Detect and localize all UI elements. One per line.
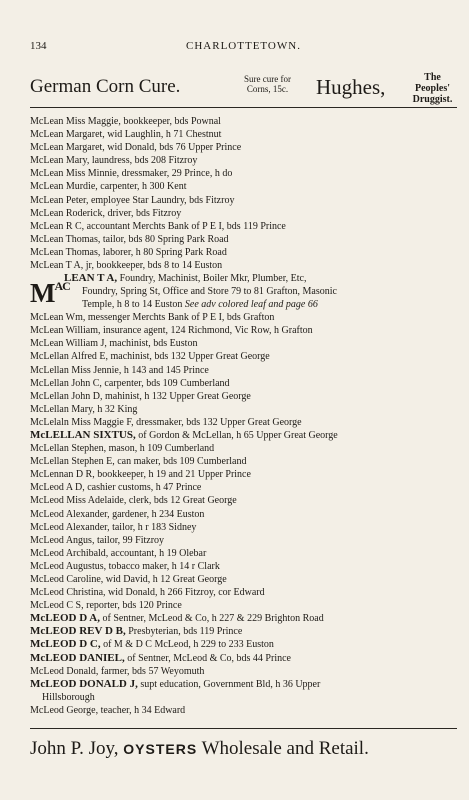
list-item: McLean Wm, messenger Merchts Bank of P E I, bds Grafton <box>30 312 275 324</box>
entry-mclellan-sixtus <box>30 429 461 442</box>
list-item: McLean Mary, laundress, bds 208 Fitzroy <box>30 155 198 167</box>
entry-detail: of Sentner, McLeod & Co, bds 44 Prince <box>127 652 291 664</box>
ad-joy-name: John P. Joy, <box>30 738 119 759</box>
top-rule <box>30 107 457 108</box>
running-title: CHARLOTTETOWN. <box>186 40 301 52</box>
list-item-bold <box>30 625 461 638</box>
feature-line3-italic: See adv colored leaf and page 66 <box>184 299 318 311</box>
entry-name: McLEOD D C, <box>30 638 101 651</box>
entry-donald-farmer: McLeod Donald, farmer, bds 57 Weyomuth <box>30 665 205 677</box>
ad-corn-cure: German Corn Cure. <box>30 76 181 97</box>
list-item: McLellan Stephen E, can maker, bds 109 Cumberland <box>30 456 247 468</box>
feature-name: LEAN T A, <box>64 272 118 285</box>
ad-corn-price-line1: Sure cure for <box>244 74 291 84</box>
list-item: McLean Peter, employee Star Laundry, bds Fitzroy <box>30 194 235 206</box>
list-item: McLeod Angus, tailor, 99 Fitzroy <box>30 534 165 546</box>
list-item-bold <box>30 652 461 665</box>
entry-name: McLEOD D A, <box>30 612 100 625</box>
ad-oysters: OYSTERS <box>123 741 198 757</box>
feature-line2: Foundry, Spring St, Office and Store 79 to 81 Grafton, Masonic <box>82 286 337 298</box>
entry-detail: of M & D C McLeod, h 229 to 233 Euston <box>103 639 274 651</box>
list-item: McLean William J, machinist, bds Euston <box>30 338 198 350</box>
list-item: McLellan Stephen, mason, h 109 Cumberland <box>30 443 215 455</box>
list-item: McLean Margaret, wid Laughlin, h 71 Chestnut <box>30 129 222 141</box>
entry-list-mcleod <box>30 442 461 612</box>
ad-wholesale: Wholesale and Retail. <box>201 738 369 759</box>
drop-sup: AC <box>54 279 70 294</box>
list-item: McLeod C S, reporter, bds 120 Prince <box>30 600 182 612</box>
top-advertisement <box>30 70 457 105</box>
ad-druggist-line2: Druggist. <box>412 94 453 105</box>
page-header <box>30 40 457 54</box>
list-item: McLeod A D, cashier customs, h 47 Prince <box>30 482 202 494</box>
drop-prefix: M <box>30 278 55 309</box>
list-item: McLeod Christina, wid Donald, h 266 Fitzroy, cor Edward <box>30 587 265 599</box>
sixtus-name: McLELLAN SIXTUS, <box>30 428 136 441</box>
list-item: McLeod Alexander, tailor, h r 183 Sidney <box>30 521 197 533</box>
ad-druggist-line1: The Peoples' <box>415 72 450 94</box>
list-item: McLellan John D, mahinist, h 132 Upper Great George <box>30 390 251 402</box>
list-item: McLean Margaret, wid Donald, bds 76 Upper Prince <box>30 142 242 154</box>
list-item-bold <box>30 612 461 625</box>
entry-name: McLEOD DANIEL, <box>30 651 125 664</box>
feature-text <box>64 272 337 311</box>
page-number: 134 <box>30 40 47 52</box>
list-item: McLean Thomas, laborer, h 80 Spring Park Road <box>30 246 227 258</box>
list-item: McLean Thomas, tailor, bds 80 Spring Park Road <box>30 233 229 245</box>
ad-hughes: Hughes, <box>316 75 386 99</box>
feature-line3 <box>82 298 337 311</box>
ad-corn-price-line2: Corns, 15c. <box>246 84 289 94</box>
bottom-advertisement <box>30 738 457 768</box>
list-item: McLean R C, accountant Merchts Bank of P E I, bds 119 Prince <box>30 220 286 232</box>
list-item: McLean William, insurance agent, 124 Richmond, Vic Row, h Grafton <box>30 325 313 337</box>
entry-list-bold <box>30 612 461 664</box>
feature-line1 <box>64 272 337 285</box>
list-item: McLellan Alfred E, machinist, bds 132 Upper Great George <box>30 351 270 363</box>
ad-corn-price <box>244 74 291 94</box>
list-item: McLean Murdie, carpenter, h 300 Kent <box>30 181 187 193</box>
list-item: McLellan Mary, h 32 King <box>30 403 138 415</box>
directory-entries <box>30 115 461 717</box>
list-item: McLellan John C, carpenter, bds 109 Cumberland <box>30 377 230 389</box>
list-item: McLeod Alexander, gardener, h 234 Euston <box>30 508 205 520</box>
list-item: McLean Miss Minnie, dressmaker, 29 Prince, h do <box>30 168 233 180</box>
entry-george-teacher: McLeod George, teacher, h 34 Edward <box>30 704 186 716</box>
entry-list-mclean-2 <box>30 311 461 429</box>
entry-name: McLEOD REV D B, <box>30 625 126 638</box>
list-item: McLeod Archibald, accountant, h 19 Olebar <box>30 547 207 559</box>
list-item: McLeod Augustus, tobacco maker, h 14 r Clark <box>30 560 220 572</box>
ad-druggist <box>408 72 457 105</box>
list-item: McLennan D R, bookkeeper, h 19 and 21 Upper Prince <box>30 469 251 481</box>
entry-list-mclean <box>30 115 461 272</box>
list-item: McLeod Caroline, wid David, h 12 Great George <box>30 574 227 585</box>
donald-j-name: McLEOD DONALD J, <box>30 677 138 690</box>
list-item: McLelaln Miss Maggie F, dressmaker, bds 132 Upper Great George <box>30 416 302 428</box>
feature-line1-text: Foundry, Machinist, Boiler Mkr, Plumber, Etc, <box>119 273 307 285</box>
list-item: McLellan Miss Jennie, h 143 and 145 Prince <box>30 364 209 376</box>
bottom-rule <box>30 728 457 729</box>
entry-detail: of Sentner, McLeod & Co, h 227 & 229 Brighton Road <box>102 613 324 625</box>
list-item: McLean Miss Maggie, bookkeeper, bds Pownal <box>30 116 221 127</box>
donald-j-rest: supt education, Government Bld, h 36 Upper <box>140 678 321 690</box>
feature-entry-maclean <box>30 272 461 311</box>
feature-line3-text: Temple, h 8 to 14 Euston <box>82 299 183 311</box>
sixtus-rest: of Gordon & McLellan, h 65 Upper Great George <box>138 429 338 441</box>
list-item: McLeod Miss Adelaide, clerk, bds 12 Great George <box>30 495 237 507</box>
list-item-bold <box>30 638 461 651</box>
entry-donald-j <box>30 678 461 691</box>
list-item: McLean Roderick, driver, bds Fitzroy <box>30 207 182 219</box>
entry-detail: Presbyterian, bds 119 Prince <box>128 626 243 638</box>
entry-donald-j-cont: Hillsborough <box>42 691 95 703</box>
list-item: McLean T A, jr, bookkeeper, bds 8 to 14 Euston <box>30 260 223 272</box>
